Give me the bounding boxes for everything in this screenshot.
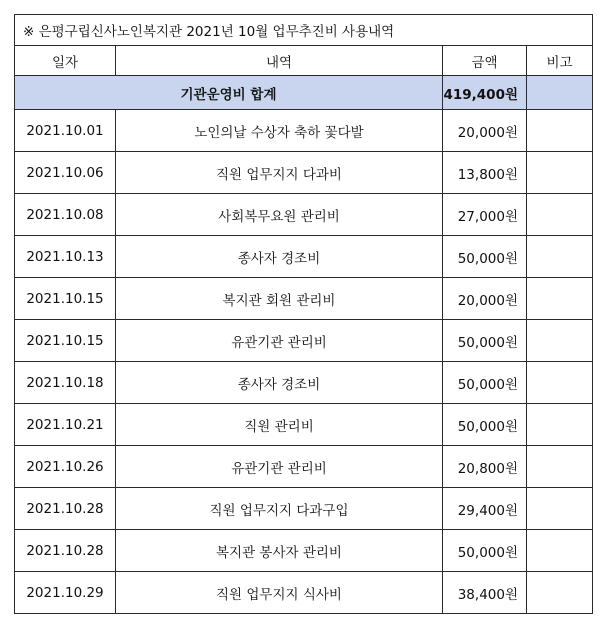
table-row <box>15 404 593 446</box>
table-row <box>15 152 593 194</box>
expense-document <box>14 14 592 614</box>
cell-date: 2021.10.15 <box>15 278 116 320</box>
cell-description: 복지관 봉사자 관리비 <box>116 530 443 572</box>
title-row <box>15 15 593 46</box>
cell-description: 종사자 경조비 <box>116 362 443 404</box>
cell-amount: 50,000원 <box>443 362 527 404</box>
table-row <box>15 236 593 278</box>
header-note: 비고 <box>527 46 593 76</box>
cell-description: 직원 업무지지 식사비 <box>116 572 443 614</box>
cell-note <box>527 488 593 530</box>
table-row <box>15 446 593 488</box>
cell-date: 2021.10.18 <box>15 362 116 404</box>
header-date: 일자 <box>15 46 116 76</box>
cell-date: 2021.10.13 <box>15 236 116 278</box>
cell-description: 사회복무요원 관리비 <box>116 194 443 236</box>
cell-description: 직원 업무지지 다과구입 <box>116 488 443 530</box>
cell-amount: 50,000원 <box>443 404 527 446</box>
cell-amount: 50,000원 <box>443 530 527 572</box>
cell-amount: 13,800원 <box>443 152 527 194</box>
cell-note <box>527 530 593 572</box>
cell-date: 2021.10.08 <box>15 194 116 236</box>
cell-note <box>527 278 593 320</box>
cell-note <box>527 236 593 278</box>
cell-date: 2021.10.15 <box>15 320 116 362</box>
cell-note <box>527 362 593 404</box>
table-row <box>15 362 593 404</box>
cell-note <box>527 110 593 152</box>
header-row <box>15 46 593 76</box>
cell-description: 직원 업무지지 다과비 <box>116 152 443 194</box>
cell-note <box>527 572 593 614</box>
cell-note <box>527 404 593 446</box>
header-description: 내역 <box>116 46 443 76</box>
cell-description: 복지관 회원 관리비 <box>116 278 443 320</box>
table-row <box>15 572 593 614</box>
cell-date: 2021.10.21 <box>15 404 116 446</box>
total-label: 기관운영비 합계 <box>15 76 443 110</box>
table-row <box>15 320 593 362</box>
cell-note <box>527 152 593 194</box>
cell-description: 종사자 경조비 <box>116 236 443 278</box>
cell-description: 직원 관리비 <box>116 404 443 446</box>
table-row <box>15 530 593 572</box>
cell-date: 2021.10.01 <box>15 110 116 152</box>
total-amount: 419,400원 <box>443 76 527 110</box>
cell-amount: 20,000원 <box>443 110 527 152</box>
table-row <box>15 488 593 530</box>
header-amount: 금액 <box>443 46 527 76</box>
cell-date: 2021.10.28 <box>15 488 116 530</box>
cell-amount: 50,000원 <box>443 320 527 362</box>
cell-note <box>527 446 593 488</box>
table-row <box>15 194 593 236</box>
table-row <box>15 110 593 152</box>
expense-table <box>14 14 593 614</box>
cell-note <box>527 320 593 362</box>
cell-date: 2021.10.06 <box>15 152 116 194</box>
total-row <box>15 76 593 110</box>
cell-amount: 29,400원 <box>443 488 527 530</box>
cell-amount: 38,400원 <box>443 572 527 614</box>
cell-description: 유관기관 관리비 <box>116 320 443 362</box>
cell-amount: 27,000원 <box>443 194 527 236</box>
cell-description: 유관기관 관리비 <box>116 446 443 488</box>
cell-date: 2021.10.29 <box>15 572 116 614</box>
cell-date: 2021.10.28 <box>15 530 116 572</box>
cell-amount: 20,000원 <box>443 278 527 320</box>
table-row <box>15 278 593 320</box>
cell-note <box>527 194 593 236</box>
cell-description: 노인의날 수상자 축하 꽃다발 <box>116 110 443 152</box>
cell-amount: 20,800원 <box>443 446 527 488</box>
table-title: ※ 은평구립신사노인복지관 2021년 10월 업무추진비 사용내역 <box>15 15 593 46</box>
cell-date: 2021.10.26 <box>15 446 116 488</box>
total-note <box>527 76 593 110</box>
cell-amount: 50,000원 <box>443 236 527 278</box>
